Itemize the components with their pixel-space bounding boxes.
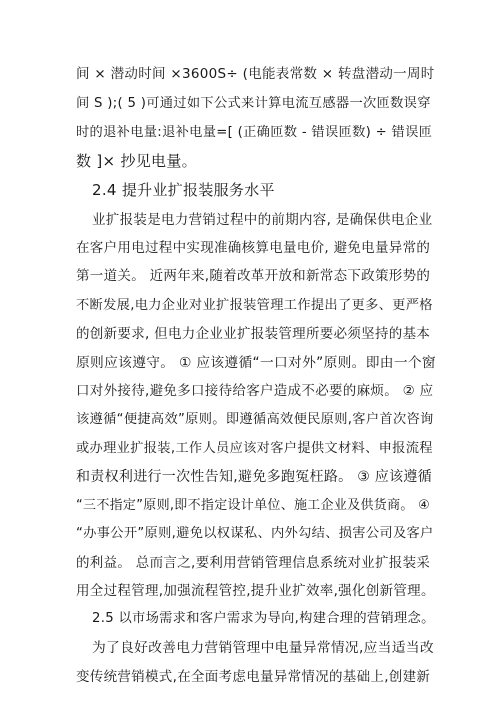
section-heading: 2.5 以市场需求和客户需求为导向,构建合理的营销理念。	[92, 611, 435, 626]
text-line: 数 ]× 抄见电量。	[76, 152, 197, 170]
text-line: 的利益。 总而言之,要利用营销管理信息系统对业扩报装采	[76, 555, 431, 571]
text-line: 在客户用电过程中实现准确核算电量电价, 避免电量异常的	[76, 240, 431, 256]
text-line: 的创新要求, 但电力企业业扩报装管理所要必须坚持的基本	[76, 326, 431, 342]
text-line: 间 S );( 5 )可通过如下公式来计算电流互感器一次匝数误穿	[76, 96, 431, 111]
text-line: 用全过程管理,加强流程管控,提升业扩效率,强化创新管理。	[76, 583, 435, 599]
text-line: 为了良好改善电力营销管理中电量异常情况,应当适当改	[92, 640, 434, 656]
text-line: 原则应该遵守。 ① 应该遵循“一口对外”原则。即由一个窗	[76, 355, 436, 371]
text-line: 业扩报装是电力营销过程中的前期内容, 是确保供电企业	[92, 212, 433, 228]
text-line: 和责权利进行一次性告知,避免多跑冤枉路。 ③ 应该遵循	[76, 469, 432, 485]
text-line: 该遵循“便捷高效”原则。即遵循高效便民原则,客户首次咨询	[76, 412, 434, 427]
text-line: 变传统营销模式,在全面考虑电量异常情况的基础上,创建新	[76, 669, 431, 685]
section-heading: 2.4 提升业扩报装服务水平	[92, 181, 275, 199]
text-line: 间 × 潜动时间 ×3600S÷ (电能表常数 × 转盘潜动一周时	[76, 66, 435, 82]
text-line: 不断发展,电力企业对业扩报装管理工作提出了更多、更严格	[76, 298, 433, 313]
text-line: “办事公开”原则,避免以权谋私、内外勾结、损害公司及客户	[76, 526, 434, 541]
text-line: “三不指定”原则,即不指定设计单位、施工企业及供货商。 ④	[76, 498, 431, 513]
text-line: 或办理业扩报装,工作人员应该对客户提供文材料、申报流程	[76, 441, 433, 456]
text-line: 口对外接待,避免多口接待给客户造成不必要的麻烦。 ② 应	[76, 383, 434, 399]
text-line: 第一道关。 近两年来,随着改革开放和新常态下政策形势的	[76, 268, 431, 284]
text-line: 时的退补电量:退补电量=[ (正确匝数 - 错误匝数) ÷ 错误匝	[76, 125, 433, 140]
